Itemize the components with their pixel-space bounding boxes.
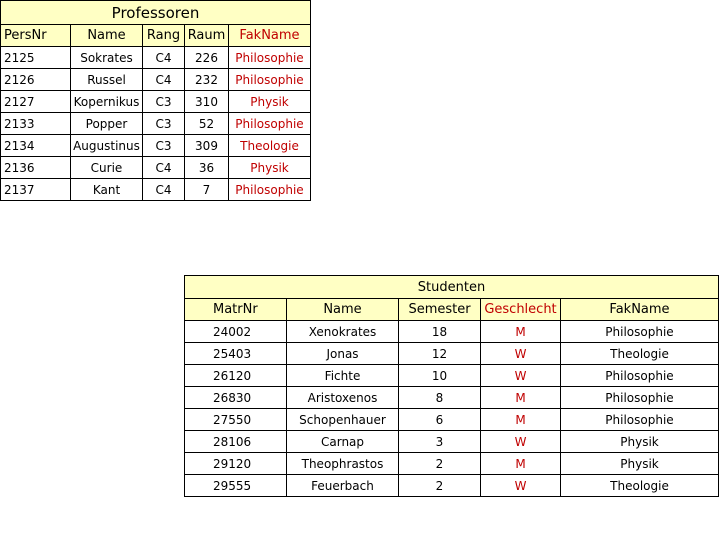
cell-raum: 310 bbox=[185, 91, 229, 113]
cell-semester: 12 bbox=[399, 343, 481, 365]
cell-fakname: Physik bbox=[229, 91, 311, 113]
cell-rang: C3 bbox=[143, 91, 185, 113]
table-row bbox=[1, 69, 311, 91]
cell-name: Popper bbox=[71, 113, 143, 135]
cell-name: Theophrastos bbox=[287, 453, 399, 475]
cell-persnr: 2133 bbox=[1, 113, 71, 135]
cell-fakname: Theologie bbox=[561, 475, 719, 497]
cell-name: Fichte bbox=[287, 365, 399, 387]
cell-semester: 3 bbox=[399, 431, 481, 453]
cell-persnr: 2125 bbox=[1, 47, 71, 69]
table-row bbox=[185, 409, 719, 431]
cell-raum: 309 bbox=[185, 135, 229, 157]
cell-fakname: Philosophie bbox=[561, 387, 719, 409]
cell-semester: 10 bbox=[399, 365, 481, 387]
column-header-fakname: FakName bbox=[561, 299, 719, 321]
cell-semester: 6 bbox=[399, 409, 481, 431]
cell-semester: 8 bbox=[399, 387, 481, 409]
cell-geschlecht: W bbox=[481, 431, 561, 453]
table-row bbox=[185, 321, 719, 343]
cell-rang: C3 bbox=[143, 135, 185, 157]
cell-raum: 232 bbox=[185, 69, 229, 91]
table-header-row bbox=[185, 299, 719, 321]
table-row bbox=[185, 365, 719, 387]
table-row bbox=[1, 179, 311, 201]
cell-geschlecht: M bbox=[481, 409, 561, 431]
cell-name: Kant bbox=[71, 179, 143, 201]
cell-fakname: Philosophie bbox=[229, 179, 311, 201]
cell-matrnr: 26120 bbox=[185, 365, 287, 387]
table-header-row bbox=[1, 25, 311, 47]
cell-fakname: Philosophie bbox=[561, 365, 719, 387]
table-row bbox=[1, 157, 311, 179]
table-row bbox=[185, 431, 719, 453]
cell-geschlecht: M bbox=[481, 387, 561, 409]
cell-fakname: Theologie bbox=[229, 135, 311, 157]
cell-fakname: Physik bbox=[561, 431, 719, 453]
table-row bbox=[1, 135, 311, 157]
cell-persnr: 2126 bbox=[1, 69, 71, 91]
cell-fakname: Philosophie bbox=[229, 69, 311, 91]
cell-raum: 36 bbox=[185, 157, 229, 179]
cell-name: Carnap bbox=[287, 431, 399, 453]
cell-name: Sokrates bbox=[71, 47, 143, 69]
column-header-matrnr: MatrNr bbox=[185, 299, 287, 321]
cell-matrnr: 24002 bbox=[185, 321, 287, 343]
cell-fakname: Philosophie bbox=[561, 409, 719, 431]
cell-raum: 7 bbox=[185, 179, 229, 201]
table-row bbox=[185, 387, 719, 409]
cell-name: Xenokrates bbox=[287, 321, 399, 343]
cell-geschlecht: W bbox=[481, 343, 561, 365]
column-header-geschlecht: Geschlecht bbox=[481, 299, 561, 321]
cell-name: Aristoxenos bbox=[287, 387, 399, 409]
cell-fakname: Philosophie bbox=[561, 321, 719, 343]
cell-persnr: 2127 bbox=[1, 91, 71, 113]
cell-matrnr: 29555 bbox=[185, 475, 287, 497]
table-title-row bbox=[185, 276, 719, 299]
cell-rang: C4 bbox=[143, 69, 185, 91]
table-row bbox=[1, 113, 311, 135]
column-header-persnr: PersNr bbox=[1, 25, 71, 47]
cell-name: Feuerbach bbox=[287, 475, 399, 497]
cell-rang: C4 bbox=[143, 157, 185, 179]
table-row bbox=[185, 343, 719, 365]
column-header-name: Name bbox=[71, 25, 143, 47]
cell-persnr: 2134 bbox=[1, 135, 71, 157]
cell-persnr: 2137 bbox=[1, 179, 71, 201]
cell-name: Kopernikus bbox=[71, 91, 143, 113]
cell-geschlecht: M bbox=[481, 321, 561, 343]
table-title: Professoren bbox=[1, 1, 311, 25]
professoren-table bbox=[0, 0, 311, 201]
table-row bbox=[1, 91, 311, 113]
cell-fakname: Physik bbox=[561, 453, 719, 475]
column-header-name: Name bbox=[287, 299, 399, 321]
column-header-rang: Rang bbox=[143, 25, 185, 47]
cell-matrnr: 25403 bbox=[185, 343, 287, 365]
cell-name: Curie bbox=[71, 157, 143, 179]
cell-persnr: 2136 bbox=[1, 157, 71, 179]
cell-name: Augustinus bbox=[71, 135, 143, 157]
cell-semester: 2 bbox=[399, 475, 481, 497]
studenten-table bbox=[184, 275, 719, 497]
cell-rang: C4 bbox=[143, 179, 185, 201]
column-header-semester: Semester bbox=[399, 299, 481, 321]
cell-matrnr: 28106 bbox=[185, 431, 287, 453]
column-header-fakname: FakName bbox=[229, 25, 311, 47]
table-row bbox=[185, 453, 719, 475]
cell-fakname: Theologie bbox=[561, 343, 719, 365]
cell-geschlecht: M bbox=[481, 453, 561, 475]
cell-geschlecht: W bbox=[481, 475, 561, 497]
table-row bbox=[1, 47, 311, 69]
cell-raum: 226 bbox=[185, 47, 229, 69]
cell-name: Jonas bbox=[287, 343, 399, 365]
cell-fakname: Philosophie bbox=[229, 113, 311, 135]
cell-rang: C4 bbox=[143, 47, 185, 69]
cell-raum: 52 bbox=[185, 113, 229, 135]
cell-name: Schopenhauer bbox=[287, 409, 399, 431]
cell-fakname: Philosophie bbox=[229, 47, 311, 69]
table-row bbox=[185, 475, 719, 497]
cell-fakname: Physik bbox=[229, 157, 311, 179]
table-title-row bbox=[1, 1, 311, 25]
cell-semester: 2 bbox=[399, 453, 481, 475]
cell-rang: C3 bbox=[143, 113, 185, 135]
column-header-raum: Raum bbox=[185, 25, 229, 47]
table-title: Studenten bbox=[185, 276, 719, 299]
cell-matrnr: 29120 bbox=[185, 453, 287, 475]
cell-geschlecht: W bbox=[481, 365, 561, 387]
cell-semester: 18 bbox=[399, 321, 481, 343]
cell-matrnr: 27550 bbox=[185, 409, 287, 431]
cell-matrnr: 26830 bbox=[185, 387, 287, 409]
cell-name: Russel bbox=[71, 69, 143, 91]
